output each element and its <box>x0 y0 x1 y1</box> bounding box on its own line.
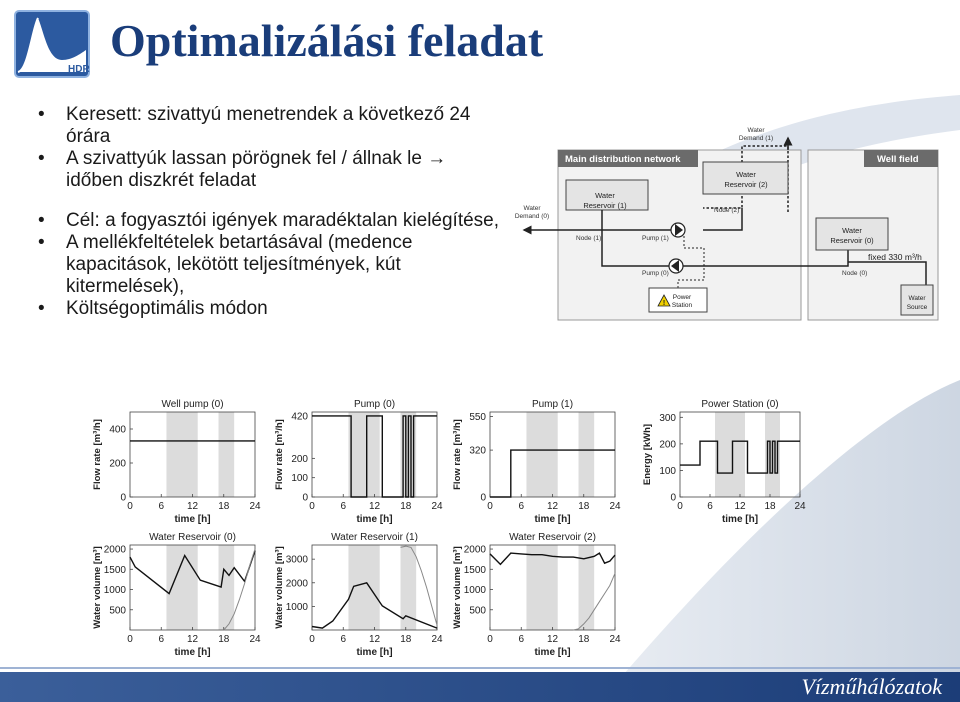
bullet-item: • A szivattyúk lassan pörögnek fel / állnak le → időben diszkrét feladat <box>38 148 508 192</box>
y-tick-label: 2000 <box>103 544 126 556</box>
node-2-label: Node (2) <box>714 207 740 214</box>
node-1-label: Node (1) <box>576 235 602 242</box>
x-tick-label: 18 <box>764 501 776 512</box>
x-tick-label: 12 <box>368 634 381 645</box>
reservoir-0-label: Reservoir (0) <box>830 236 874 245</box>
y-tick-label: 300 <box>659 412 676 424</box>
water-source-label: Water <box>908 295 926 302</box>
y-axis-label: Water volume [m³] <box>274 546 285 629</box>
plots-area <box>80 390 810 660</box>
reservoir-1-label: Reservoir (1) <box>583 201 627 210</box>
y-tick-label: 1000 <box>103 585 126 597</box>
network-diagram <box>506 120 956 335</box>
y-tick-label: 0 <box>120 492 126 504</box>
x-tick-label: 12 <box>734 501 746 512</box>
x-tick-label: 18 <box>400 501 412 512</box>
x-tick-label: 6 <box>518 501 525 512</box>
bullet-item: • Költségoptimális módon <box>38 298 508 320</box>
shaded-band <box>579 412 595 497</box>
page-title: Optimalizálási feladat <box>110 15 544 66</box>
plot-title: Pump (0) <box>353 399 396 410</box>
shaded-band <box>219 412 235 497</box>
fixed-flow-label: fixed 330 m³/h <box>868 252 922 262</box>
main-network-label: Main distribution network <box>565 154 681 165</box>
x-tick-label: 24 <box>794 501 806 512</box>
x-tick-label: 0 <box>487 501 493 512</box>
logo-text: HDR <box>68 64 90 75</box>
y-axis-label: Water volume [m³] <box>452 546 463 629</box>
y-tick-label: 100 <box>659 465 676 477</box>
x-tick-label: 18 <box>218 634 230 645</box>
x-tick-label: 0 <box>309 634 315 645</box>
x-axis-label: time [h] <box>356 647 393 658</box>
y-axis-label: Flow rate [m³/h] <box>274 419 285 490</box>
y-tick-label: 3000 <box>285 554 308 566</box>
bullet-item: • Cél: a fogyasztói igények maradéktalan kielégítése, <box>38 210 508 232</box>
y-tick-label: 550 <box>469 411 486 423</box>
x-axis-label: time [h] <box>174 514 211 525</box>
bullet-list <box>38 104 508 320</box>
x-tick-label: 24 <box>249 634 261 645</box>
warning-mark: ! <box>662 300 666 307</box>
plot-title: Pump (1) <box>531 399 574 410</box>
x-tick-label: 12 <box>186 634 199 645</box>
x-tick-label: 18 <box>578 501 590 512</box>
x-tick-label: 18 <box>218 501 230 512</box>
y-tick-label: 0 <box>670 492 676 504</box>
y-tick-label: 1000 <box>285 601 308 613</box>
power-station-label: Power <box>672 294 692 301</box>
x-tick-label: 12 <box>368 501 381 512</box>
y-tick-label: 200 <box>109 458 126 470</box>
footer-title: Vízműhálózatok <box>801 674 942 699</box>
y-axis-label: Energy [kWh] <box>642 423 653 486</box>
y-tick-label: 1500 <box>103 564 126 576</box>
y-tick-label: 500 <box>469 605 486 617</box>
x-tick-label: 6 <box>158 634 165 645</box>
x-tick-label: 6 <box>707 501 713 512</box>
x-tick-label: 6 <box>340 634 347 645</box>
x-tick-label: 0 <box>309 501 315 512</box>
x-axis-label: time [h] <box>174 647 211 658</box>
y-axis-label: Flow rate [m³/h] <box>92 419 103 490</box>
shaded-band <box>715 412 745 497</box>
y-tick-label: 0 <box>302 492 308 504</box>
y-axis-label: Water volume [m³] <box>92 546 103 629</box>
x-axis-label: time [h] <box>721 514 759 525</box>
node-0-label: Node (0) <box>842 270 868 277</box>
reservoir-2-label: Water <box>736 170 756 179</box>
shaded-band <box>166 412 197 497</box>
x-tick-label: 6 <box>518 634 525 645</box>
y-tick-label: 420 <box>291 411 308 423</box>
plot-title: Water Reservoir (0) <box>149 532 236 543</box>
water-demand-1-label: Water <box>747 127 765 134</box>
plot-title: Water Reservoir (2) <box>509 532 596 543</box>
x-tick-label: 24 <box>249 501 261 512</box>
plot-title: Water Reservoir (1) <box>331 532 418 543</box>
water-demand-0-label: Demand (0) <box>514 213 550 220</box>
bullet-item: • A mellékfeltételek betartásával (medence kapacitások, lekötött teljesítmények, kút kitermelések), <box>38 232 508 298</box>
y-tick-label: 200 <box>291 453 308 465</box>
pump-0-label: Pump (0) <box>642 270 669 277</box>
plot-title: Power Station (0) <box>701 399 779 410</box>
hdr-logo <box>14 10 90 78</box>
pump-1-label: Pump (1) <box>642 235 669 242</box>
y-tick-label: 1000 <box>463 585 486 597</box>
reservoir-0-label: Water <box>842 226 862 235</box>
x-tick-label: 0 <box>127 634 133 645</box>
y-tick-label: 2000 <box>285 578 308 590</box>
x-tick-label: 0 <box>127 501 133 512</box>
x-tick-label: 0 <box>487 634 493 645</box>
x-tick-label: 24 <box>609 501 621 512</box>
shaded-band <box>526 412 557 497</box>
water-demand-1-label: Demand (1) <box>738 135 774 142</box>
bullet-item: • Keresett: szivattyú menetrendek a következő 24 órára <box>38 104 508 148</box>
water-demand-0-label: Water <box>523 205 541 212</box>
well-field-label: Well field <box>877 154 919 165</box>
shaded-band <box>348 412 379 497</box>
reservoir-1-label: Water <box>595 191 615 200</box>
x-tick-label: 0 <box>677 501 683 512</box>
y-tick-label: 200 <box>659 439 676 451</box>
x-axis-label: time [h] <box>534 514 571 525</box>
x-tick-label: 12 <box>186 501 199 512</box>
y-tick-label: 0 <box>480 492 486 504</box>
y-tick-label: 2000 <box>463 544 486 556</box>
x-axis-label: time [h] <box>356 514 393 525</box>
y-tick-label: 1500 <box>463 564 486 576</box>
y-tick-label: 100 <box>291 473 308 485</box>
x-tick-label: 6 <box>158 501 165 512</box>
x-tick-label: 6 <box>340 501 347 512</box>
x-tick-label: 12 <box>546 634 559 645</box>
power-station-label: Station <box>671 302 693 309</box>
y-axis-label: Flow rate [m³/h] <box>452 419 463 490</box>
reservoir-2-label: Reservoir (2) <box>724 180 768 189</box>
y-tick-label: 400 <box>109 424 126 436</box>
water-source-label: Source <box>906 304 928 311</box>
y-tick-label: 500 <box>109 605 126 617</box>
y-tick-label: 320 <box>469 445 486 457</box>
x-tick-label: 18 <box>400 634 412 645</box>
x-tick-label: 24 <box>609 634 621 645</box>
x-axis-label: time [h] <box>534 647 571 658</box>
plot-title: Well pump (0) <box>161 399 224 410</box>
shaded-band <box>526 545 557 630</box>
x-tick-label: 24 <box>431 634 443 645</box>
x-tick-label: 18 <box>578 634 590 645</box>
x-tick-label: 24 <box>431 501 443 512</box>
x-tick-label: 12 <box>546 501 559 512</box>
